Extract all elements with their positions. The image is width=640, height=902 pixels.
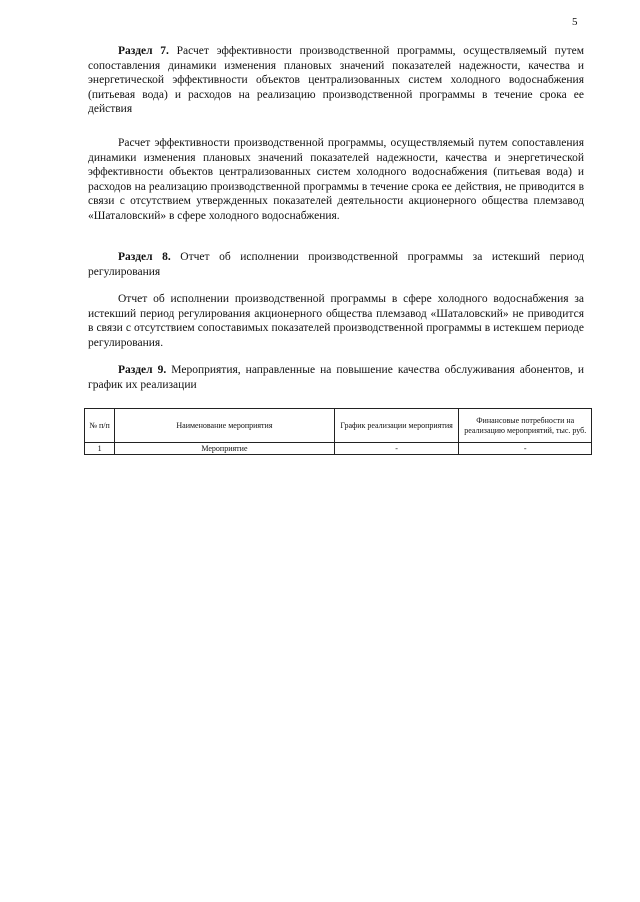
measures-table (84, 408, 592, 455)
section-9-title: Мероприятия, направленные на повышение качества обслуживания абонентов, и график их реализации (88, 364, 585, 391)
cell-schedule: - (334, 443, 459, 455)
cell-name: Мероприятие (115, 443, 335, 455)
section-8-heading (88, 250, 584, 279)
header-schedule: График реализации мероприятия (334, 409, 459, 443)
cell-number: 1 (85, 443, 115, 455)
section-7-title: Расчет эффективности производственной программы, осуществляемый путем сопоставления динамики изменения плановых значений показателей надежности, качества и энергетической эффективности объектов централизованных систем холодного водоснабжения (питьевая вода) и расходов на реализацию производственной программы в течение срока ее действия (88, 45, 584, 116)
header-name: Наименование мероприятия (115, 409, 335, 443)
section-8-label: Раздел 8. (118, 251, 171, 263)
header-number: № п/п (85, 409, 115, 443)
table-row (85, 443, 592, 455)
section-8-title: Отчет об исполнении производственной программы за истекший период регулирования (88, 251, 585, 278)
section-7-body: Расчет эффективности производственной программы, осуществляемый путем сопоставления динамики изменения плановых значений показателей надежности, качества и энергетической эффективности объектов централизованных систем холодного водоснабжения (питьевая вода) и расходов на реализацию производственной программы в течение срока ее действия, не приводится в связи с отсутствием утвержденных показателей деятельности акционерного общества племзавод «Шаталовский» в сфере холодного водоснабжения. (88, 137, 584, 222)
table-header-row (85, 409, 592, 443)
section-9-heading (88, 363, 584, 392)
section-8-body: Отчет об исполнении производственной программы в сфере холодного водоснабжения за истекший период регулирования акционерного общества племзавод «Шаталовский» не приводится в связи с отсутствием сопоставимых показателей производственной программы в истекшем периоде регулирования. (88, 293, 584, 349)
cell-financial-needs: - (459, 443, 592, 455)
section-7-heading (88, 44, 584, 117)
header-financial-needs: Финансовые потребности на реализацию мероприятий, тыс. руб. (459, 409, 592, 443)
section-9-label: Раздел 9. (118, 364, 167, 376)
section-7-label: Раздел 7. (118, 45, 169, 57)
page-number: 5 (572, 16, 578, 28)
